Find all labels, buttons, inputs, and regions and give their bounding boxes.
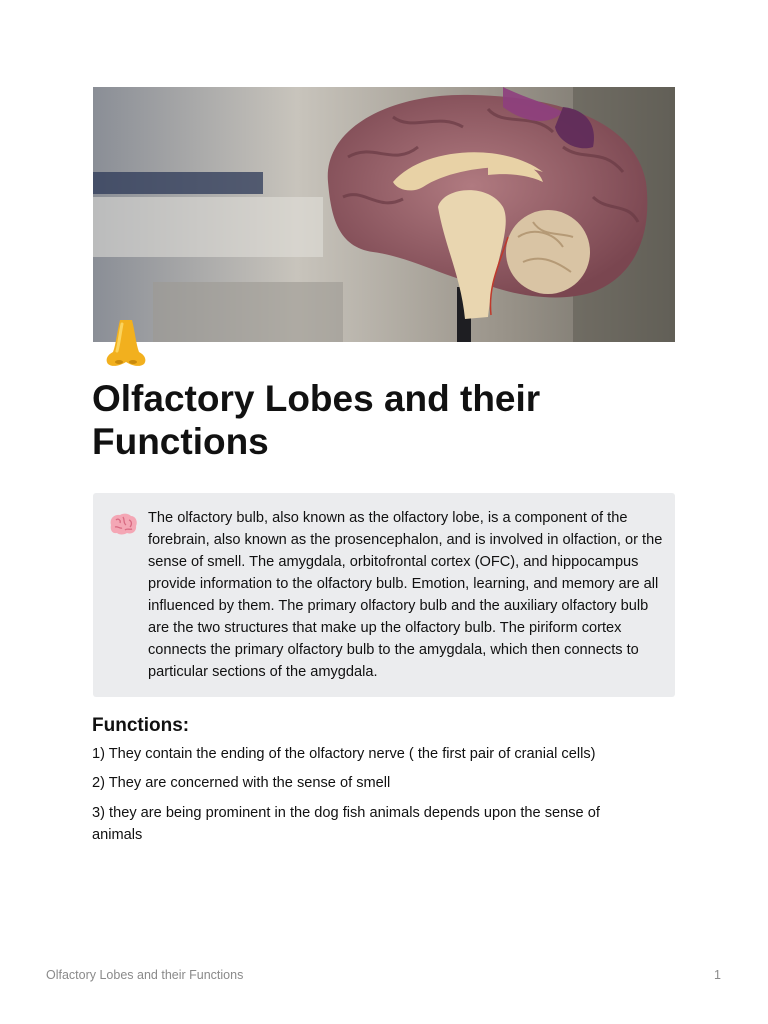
brain-icon	[108, 512, 138, 536]
list-item: 2) They are concerned with the sense of smell	[92, 775, 391, 791]
brain-model-illustration	[93, 87, 675, 342]
page-title: Olfactory Lobes and their Functions	[92, 378, 541, 462]
cover-image	[93, 87, 675, 342]
footer-title: Olfactory Lobes and their Functions	[46, 968, 244, 982]
list-item: 3) they are being prominent in the dog fish animals depends upon the sense of animals	[92, 805, 600, 843]
callout-text: The olfactory bulb, also known as the olfactory lobe, is a component of the forebrain, also known as the prosencephalon, and is involved in olfaction, or the sense of smell. The amygdala, orbitofrontal cortex (OFC), and hippocampus provide information to the olfactory bulb. Emotion, learning, and memory are all influenced by them. The primary olfactory bulb and the auxiliary olfactory bulb are the two structures that make up the olfactory bulb. The piriform cortex connects the primary olfactory bulb to the amygdala, which then connects to particular sections of the amygdala.	[148, 510, 663, 680]
nose-icon	[103, 318, 149, 368]
list-item: 1) They contain the ending of the olfactory nerve ( the first pair of cranial cells)	[92, 746, 596, 762]
functions-heading: Functions:	[92, 715, 190, 736]
page-number: 1	[714, 968, 721, 982]
callout-block	[93, 493, 675, 697]
